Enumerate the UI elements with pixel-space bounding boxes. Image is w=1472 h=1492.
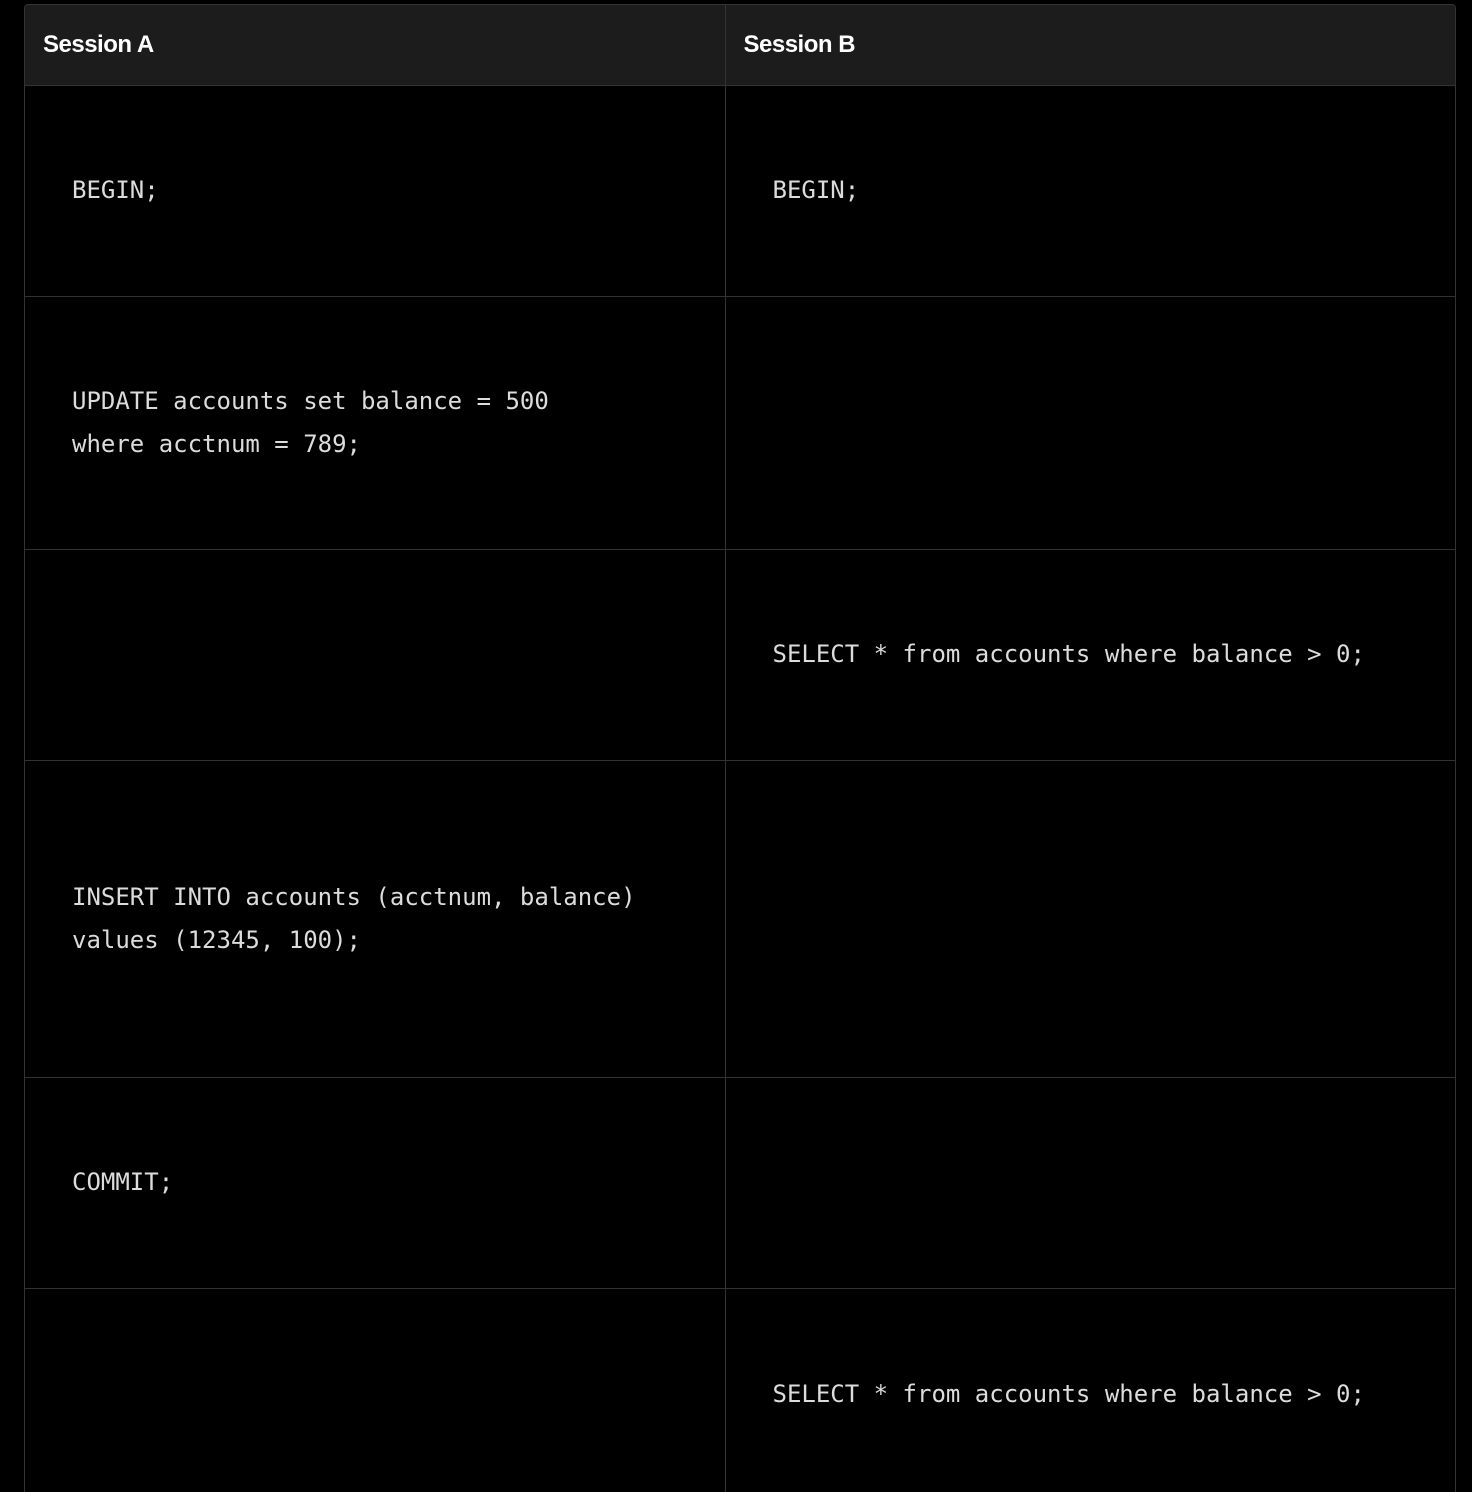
- table-row: [25, 1077, 1455, 1288]
- session-b-cell: [725, 1077, 1455, 1288]
- table-row: [25, 296, 1455, 549]
- sql-statement: INSERT INTO accounts (acctnum, balance) values (12345, 100);: [72, 882, 636, 954]
- session-b-cell: [725, 760, 1455, 1077]
- session-a-cell: [25, 85, 725, 296]
- sql-statement: SELECT * from accounts where balance > 0;: [772, 1379, 1365, 1408]
- sql-statement: SELECT * from accounts where balance > 0;: [772, 640, 1365, 668]
- table-row: [25, 760, 1455, 1077]
- session-a-cell: [25, 296, 725, 549]
- session-table: [25, 5, 1455, 1492]
- table-row: [25, 85, 1455, 296]
- sql-statement: UPDATE accounts set balance = 500 where acctnum = 789;: [72, 386, 549, 458]
- session-a-cell: [25, 1288, 725, 1492]
- session-a-cell: [25, 549, 725, 760]
- header-session-a: Session A: [25, 5, 725, 85]
- session-table-container: [24, 4, 1456, 1492]
- sql-statement: COMMIT;: [72, 1168, 174, 1196]
- session-b-cell: [725, 1288, 1455, 1492]
- session-a-cell: [25, 760, 725, 1077]
- table-row: [25, 549, 1455, 760]
- sql-statement: BEGIN;: [72, 176, 159, 204]
- session-a-cell: [25, 1077, 725, 1288]
- sql-statement: BEGIN;: [772, 176, 860, 204]
- session-b-cell: [725, 85, 1455, 296]
- session-b-cell: [725, 549, 1455, 760]
- header-row: [25, 5, 1455, 85]
- session-b-cell: [725, 296, 1455, 549]
- header-session-b: Session B: [725, 5, 1455, 85]
- table-row: [25, 1288, 1455, 1492]
